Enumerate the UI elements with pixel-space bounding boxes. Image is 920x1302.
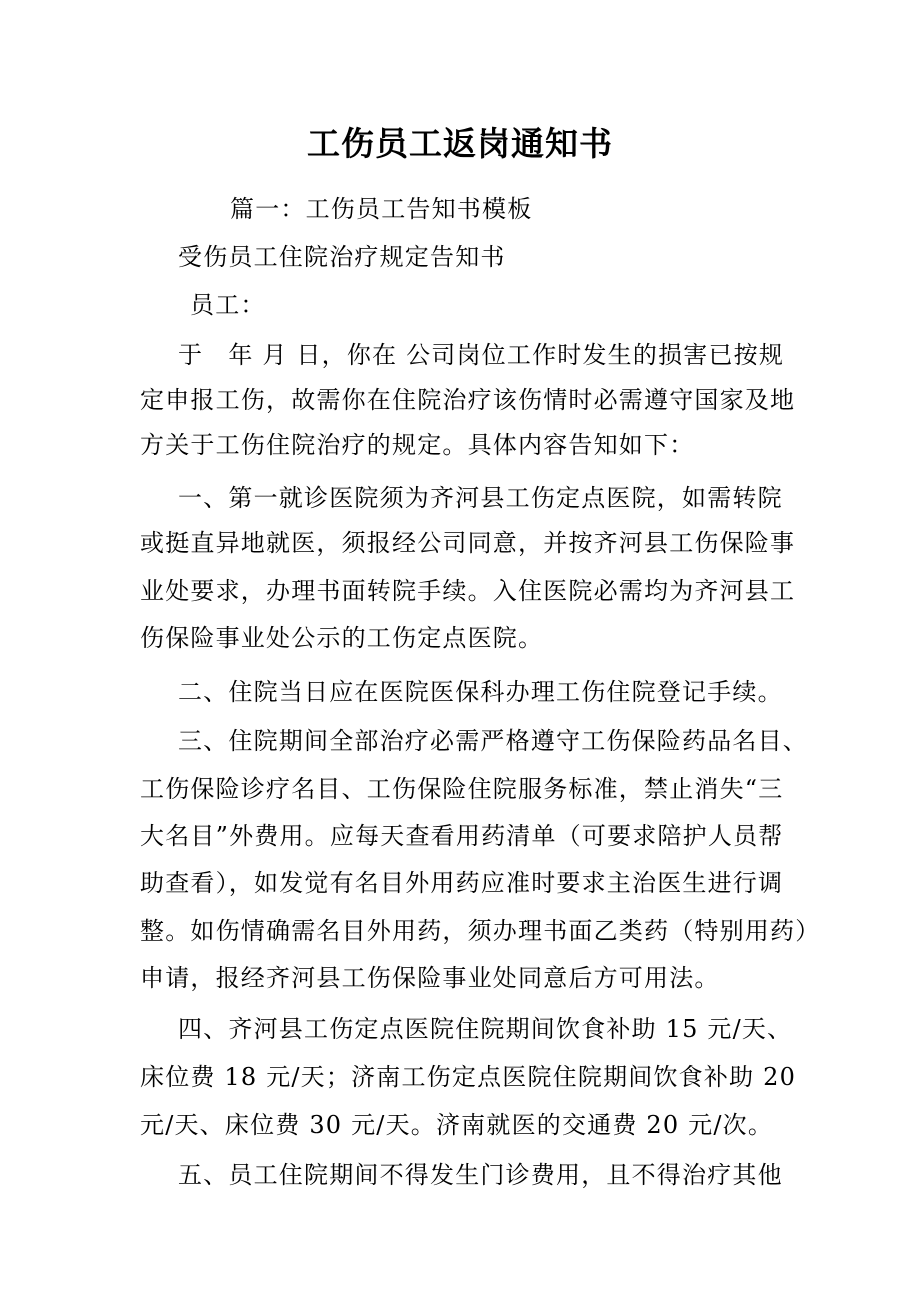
- document-title: 工伤员工返岗通知书: [307, 124, 613, 163]
- body-line: 床位费 18 元/天；济南工伤定点医院住院期间饮食补助 20: [140, 1063, 797, 1091]
- body-line: 定申报工伤，故需你在住院治疗该伤情时必需遵守国家及地: [140, 386, 796, 414]
- body-line: 或挺直异地就医，须报经公司同意，并按齐河县工伤保险事: [140, 529, 796, 557]
- body-line: 二、住院当日应在医院医保科办理工伤住院登记手续。: [178, 678, 783, 706]
- notice-heading: 受伤员工住院治疗规定告知书: [178, 243, 506, 271]
- body-line: 大名目”外费用。应每天查看用药清单（可要求陪护人员帮: [140, 822, 784, 850]
- salutation: 员工：: [190, 291, 266, 319]
- body-line: 整。如伤情确需名目外用药，须办理书面乙类药（特别用药）: [140, 917, 821, 945]
- body-line: 三、住院期间全部治疗必需严格遵守工伤保险药品名目、: [178, 727, 808, 755]
- body-line: 申请，报经齐河县工伤保险事业处同意后方可用法。: [140, 964, 720, 992]
- body-line: 五、员工住院期间不得发生门诊费用，且不得治疗其他: [178, 1161, 783, 1189]
- body-line: 元/天、床位费 30 元/天。济南就医的交通费 20 元/次。: [140, 1111, 774, 1139]
- body-line: 于 年 月 日，你在 公司岗位工作时发生的损害已按规: [178, 341, 785, 369]
- body-line: 一、第一就诊医院须为齐河县工伤定点医院，如需转院: [178, 484, 783, 512]
- body-line: 工伤保险诊疗名目、工伤保险住院服务标准，禁止消失“三: [140, 775, 784, 803]
- body-line: 四、齐河县工伤定点医院住院期间饮食补助 15 元/天、: [178, 1015, 793, 1043]
- body-line: 业处要求，办理书面转院手续。入住医院必需均为齐河县工: [140, 577, 796, 605]
- body-line: 伤保险事业处公示的工伤定点医院。: [140, 624, 544, 652]
- body-line: 助查看），如发觉有名目外用药应准时要求主治医生进行调: [140, 869, 784, 897]
- subtitle: 篇一：工伤员工告知书模板: [230, 195, 533, 223]
- body-line: 方关于工伤住院治疗的规定。具体内容告知如下：: [140, 431, 695, 459]
